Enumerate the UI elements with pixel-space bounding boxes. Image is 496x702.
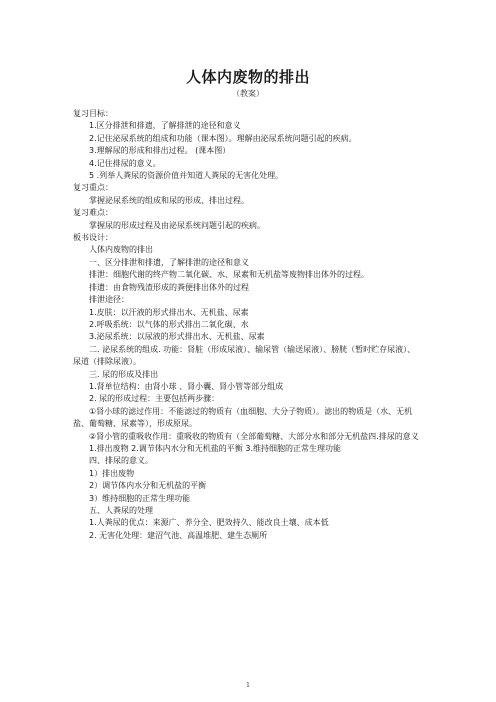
text-line: 2）调节体内水分和无机盐的平衡 (89, 481, 207, 491)
document-body (73, 108, 421, 542)
text-line: 3.泌尿系统：以尿液的形式排出水、无机盐、尿素 (89, 332, 265, 342)
text-line: 掌握泌尿系统的组成和尿的形成、排出过程。 (89, 195, 249, 205)
text-line: 人体内废物的排出 (89, 245, 153, 255)
text-line: 2.呼吸系统：以气体的形式排出二氧化碳、水 (89, 319, 249, 329)
text-line: 1.人粪尿的优点：来源广、养分全、肥效持久、能改良土壤、成本低 (89, 518, 329, 528)
text-line: 复习重点： (73, 183, 113, 193)
text-line: 1.区分排泄和排遗，了解排泄的途径和意义 (89, 121, 241, 131)
text-line: 二. 泌尿系统的组成. 功能：肾脏（形成尿液）、输尿管（输送尿液）、膀胱（暂时贮存尿液）、尿道（排除尿液）。 (73, 344, 416, 367)
text-line: 1.排出废物 2.调节体内水分和无机盐的平衡 3.维持细胞的正常生理功能 (89, 443, 341, 453)
text-line: 复习难点： (73, 208, 113, 218)
page-number: 1 (246, 682, 250, 689)
text-line: 1.肾单位结构：由肾小球 、肾小囊、肾小管等部分组成 (89, 381, 284, 391)
text-line: 4.记住排尿的意义。 (89, 158, 161, 168)
text-line: 四、排尿的意义。 (89, 456, 153, 466)
text-line: 1.皮肤：以汗液的形式排出水、无机盐、尿素 (89, 307, 249, 317)
text-line: 排泄：细胞代谢的终产物二氧化碳、水、尿素和无机盐等废物排出体外的过程。 (89, 270, 369, 280)
text-line: ①肾小球的滤过作用：不能滤过的物质有（血细胞、大分子物质）。滤出的物质是（水、无机盐、葡萄糖、尿素等），形成原尿。 (73, 406, 413, 429)
text-line: 一、区分排泄和排遗，了解排泄的途径和意义 (89, 257, 249, 267)
text-line: 2. 尿的形成过程：主要包括两步骤： (89, 394, 220, 404)
text-line: 2. 无害化处理：建沼气池、高温堆肥、建生态厕所 (89, 530, 268, 540)
text-line: 排泄途径： (89, 295, 129, 305)
text-line: 3）维持细胞的正常生理功能 (89, 493, 191, 503)
text-line: 三. 尿的形成及排出 (89, 369, 159, 379)
text-line: 板书设计： (73, 233, 113, 243)
text-line: 3.理解尿的形成和排出过程。 (课本图） (89, 146, 231, 156)
page-subtitle: （教案） (232, 89, 264, 98)
text-line: 1）排出废物 (89, 468, 135, 478)
text-line: ②肾小管的重吸收作用：重吸收的物质有（全部葡萄糖、大部分水和部分无机盐四.排尿的意义 (89, 431, 419, 441)
text-line: 排遗：由食物残渣形成的粪便排出体外的过程 (89, 282, 249, 292)
text-line: 掌握尿的形成过程及由泌尿系统问题引起的疾病。 (89, 220, 265, 230)
text-line: 2.记住泌尿系统的组成和功能（课本图）。理解由泌尿系统问题引起的疾病。 (89, 133, 357, 143)
text-line: 复习目标： (73, 109, 113, 118)
page-title: 人体内废物的排出 (185, 68, 310, 86)
text-line: 5 .列举人粪尿的资源价值并知道人粪尿的无害化处理。 (89, 171, 284, 181)
text-line: 五、人粪尿的处理 (89, 506, 153, 515)
